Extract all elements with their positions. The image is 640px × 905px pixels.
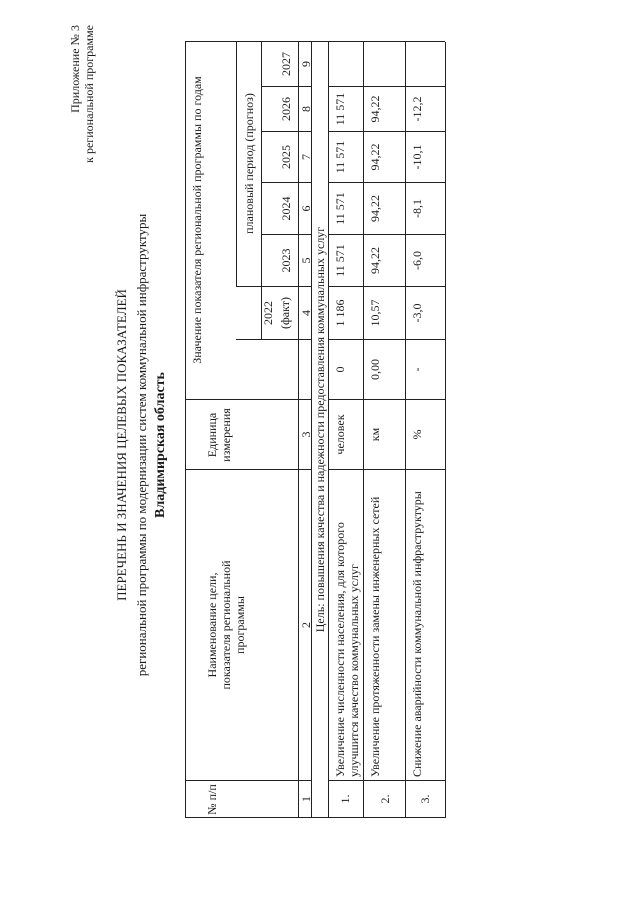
table-cell-value: -6,0	[410, 251, 424, 270]
column-number: 4	[299, 310, 313, 316]
table-cell-value: 10,57	[368, 299, 382, 327]
table-cell-value: 11 571	[333, 140, 347, 174]
table-cell-value: 94,22	[368, 143, 382, 171]
column-number: 6	[299, 205, 313, 212]
table-cell-value: -12,2	[410, 96, 424, 122]
table-cell-value: 0	[333, 366, 347, 373]
table-row-name: Снижение аварийности коммунальной инфраструктуры	[410, 491, 424, 777]
header-unit: Единица измерения	[205, 408, 233, 462]
column-number: 9	[299, 61, 313, 67]
table-cell-value: 94,22	[368, 95, 382, 123]
table-cell-value: 11 571	[333, 244, 347, 277]
table-cell-value: 0,00	[368, 359, 382, 380]
table-row-number: 2.	[378, 794, 392, 804]
table-cell-value: -	[410, 367, 424, 372]
header-fact-year: 2022	[261, 301, 275, 325]
table-row-name: Увеличение численности населения, для которого улучшится качество коммунальных услуг	[333, 522, 361, 777]
goal-row: Цель: повышения качества и надежности предоставления коммунальных услуг	[313, 226, 327, 633]
document-subtitle: региональной программы по модернизации систем коммунальной инфраструктуры	[134, 213, 149, 677]
column-number: 8	[299, 106, 313, 112]
table-row-number: 1.	[338, 794, 352, 804]
column-number: 2	[299, 622, 313, 628]
table-cell-value: 94,22	[368, 195, 382, 222]
table-cell-value: -10,1	[410, 144, 424, 170]
table-cell-value: -3,0	[410, 303, 424, 323]
header-year-2024: 2024	[279, 196, 293, 221]
table-cell-value: -8,1	[410, 199, 424, 218]
table-row-unit: %	[410, 429, 424, 440]
appendix-line-2: к региональной программе	[82, 25, 96, 163]
table-row-unit: человек	[333, 414, 347, 455]
header-values: Значение показателя региональной программы по годам	[190, 76, 204, 364]
table-cell-value: 11 571	[333, 92, 347, 126]
column-number: 1	[299, 796, 313, 802]
table-cell-value: 1 186	[333, 299, 347, 327]
appendix-line-1: Приложение № 3	[68, 25, 82, 113]
column-number: 3	[299, 431, 313, 438]
table-row-unit: км	[368, 427, 382, 442]
column-number: 5	[299, 257, 313, 264]
column-number: 7	[299, 154, 313, 160]
table-cell-value: 94,22	[368, 247, 382, 274]
table-row-number: 3.	[418, 794, 432, 804]
table-cell-value: 11 571	[333, 192, 347, 225]
header-fact-label: (факт)	[278, 297, 292, 330]
header-number: № п/п	[205, 784, 219, 815]
table-row-name: Увеличение протяженности замены инженерных сетей	[368, 496, 382, 777]
header-name: Наименование цели, показателя региональной программы	[205, 560, 247, 690]
header-year-2023: 2023	[279, 248, 293, 273]
header-year-2027: 2027	[279, 52, 293, 76]
header-year-2026: 2026	[279, 97, 293, 121]
document-title: ПЕРЕЧЕНЬ И ЗНАЧЕНИЯ ЦЕЛЕВЫХ ПОКАЗАТЕЛЕЙ	[114, 289, 129, 601]
region-name: Владимирская область	[153, 372, 168, 518]
header-plan-period: плановый период (прогноз)	[242, 93, 256, 234]
header-year-2025: 2025	[279, 145, 293, 169]
